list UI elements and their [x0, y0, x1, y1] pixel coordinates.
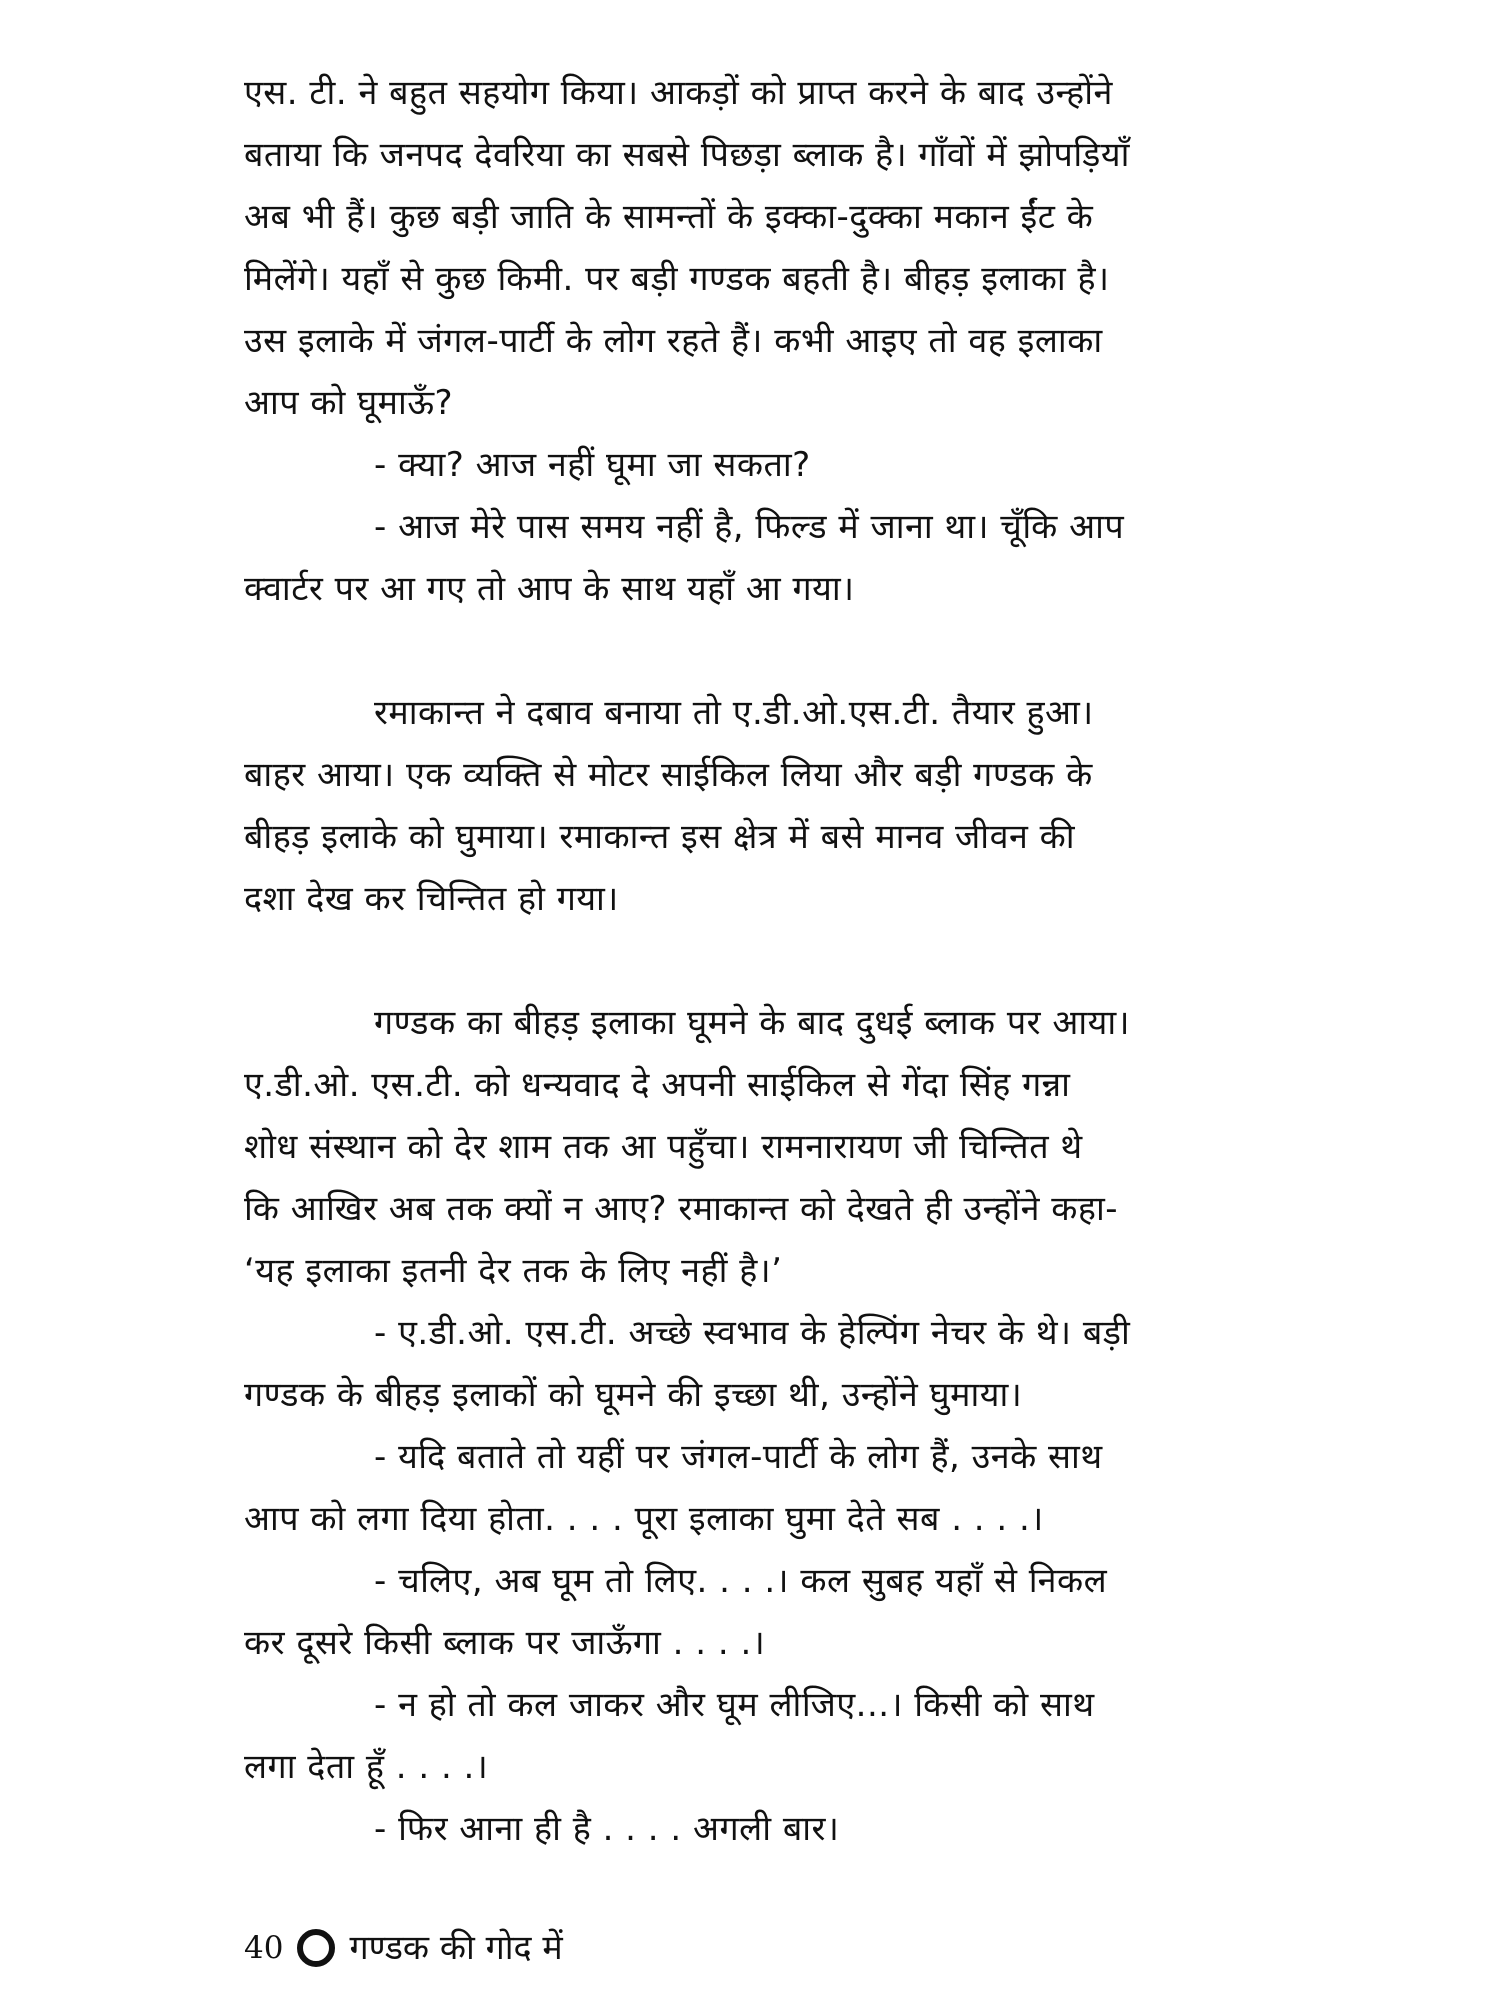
text-line: गण्डक का बीहड़ इलाका घूमने के बाद दुधई ब्लाक पर आया। — [374, 1003, 1131, 1043]
text-line: - चलिए, अब घूम तो लिए. . . .। कल सुबह यहाँ से निकल — [374, 1561, 1108, 1601]
text-line: मिलेंगे। यहाँ से कुछ किमी. पर बड़ी गण्डक बहती है। बीहड़ इलाका है। — [244, 259, 1110, 299]
text-line: आप को लगा दिया होता. . . . पूरा इलाका घुमा देते सब . . . .। — [244, 1499, 1044, 1539]
circle-icon — [297, 1929, 335, 1967]
paragraph-8 — [244, 1550, 1304, 1674]
text-line: - आज मेरे पास समय नहीं है, फिल्ड में जाना था। चूँकि आप — [374, 507, 1125, 547]
paragraph-3 — [244, 496, 1304, 620]
paragraph-gap — [244, 930, 1304, 992]
text-line: आप को घूमाऊँ? — [244, 383, 454, 423]
text-line: अब भी हैं। कुछ बड़ी जाति के सामन्तों के इक्का-दुक्का मकान ईंट के — [244, 197, 1094, 237]
text-line: बीहड़ इलाके को घुमाया। रमाकान्त इस क्षेत्र में बसे मानव जीवन की — [244, 817, 1076, 857]
paragraph-gap — [244, 620, 1304, 682]
text-line: बताया कि जनपद देवरिया का सबसे पिछड़ा ब्लाक है। गाँवों में झोपड़ियाँ — [244, 135, 1130, 175]
text-line: बाहर आया। एक व्यक्ति से मोटर साईकिल लिया और बड़ी गण्डक के — [244, 755, 1093, 795]
text-line: - न हो तो कल जाकर और घूम लीजिए...। किसी को साथ — [374, 1685, 1095, 1725]
text-line: एस. टी. ने बहुत सहयोग किया। आकड़ों को प्राप्त करने के बाद उन्होंने — [244, 73, 1113, 113]
page-footer — [244, 1928, 563, 1968]
page-content — [244, 62, 1304, 1860]
paragraph-4 — [244, 682, 1304, 930]
text-line: - ए.डी.ओ. एस.टी. अच्छे स्वभाव के हेल्पिंग नेचर के थे। बड़ी — [374, 1313, 1131, 1353]
text-line: लगा देता हूँ . . . .। — [244, 1747, 489, 1787]
text-line: क्वार्टर पर आ गए तो आप के साथ यहाँ आ गया। — [244, 569, 855, 609]
paragraph-6 — [244, 1302, 1304, 1426]
text-line: - यदि बताते तो यहीं पर जंगल-पार्टी के लोग हैं, उनके साथ — [374, 1437, 1103, 1477]
text-line: ‘यह इलाका इतनी देर तक के लिए नहीं है।’ — [244, 1251, 783, 1291]
text-line: रमाकान्त ने दबाव बनाया तो ए.डी.ओ.एस.टी. तैयार हुआ। — [374, 693, 1094, 733]
text-line: कि आखिर अब तक क्यों न आए? रमाकान्त को देखते ही उन्होंने कहा- — [244, 1189, 1119, 1229]
paragraph-9 — [244, 1674, 1304, 1798]
text-line: - क्या? आज नहीं घूमा जा सकता? — [374, 445, 811, 485]
text-line: गण्डक के बीहड़ इलाकों को घूमने की इच्छा थी, उन्होंने घुमाया। — [244, 1375, 1023, 1415]
paragraph-1 — [244, 62, 1304, 434]
text-line: ए.डी.ओ. एस.टी. को धन्यवाद दे अपनी साईकिल से गेंदा सिंह गन्ना — [244, 1065, 1071, 1105]
text-line: दशा देख कर चिन्तित हो गया। — [244, 879, 619, 919]
text-line: शोध संस्थान को देर शाम तक आ पहुँचा। रामनारायण जी चिन्तित थे — [244, 1127, 1083, 1167]
paragraph-2 — [244, 434, 1304, 496]
text-line: उस इलाके में जंगल-पार्टी के लोग रहते हैं। कभी आइए तो वह इलाका — [244, 321, 1103, 361]
paragraph-7 — [244, 1426, 1304, 1550]
text-line: - फिर आना ही है . . . . अगली बार। — [374, 1809, 840, 1849]
book-title: गण्डक की गोद में — [349, 1928, 563, 1968]
paragraph-5 — [244, 992, 1304, 1302]
text-line: कर दूसरे किसी ब्लाक पर जाऊँगा . . . .। — [244, 1623, 766, 1663]
page-number: 40 — [244, 1930, 284, 1966]
paragraph-10 — [244, 1798, 1304, 1860]
